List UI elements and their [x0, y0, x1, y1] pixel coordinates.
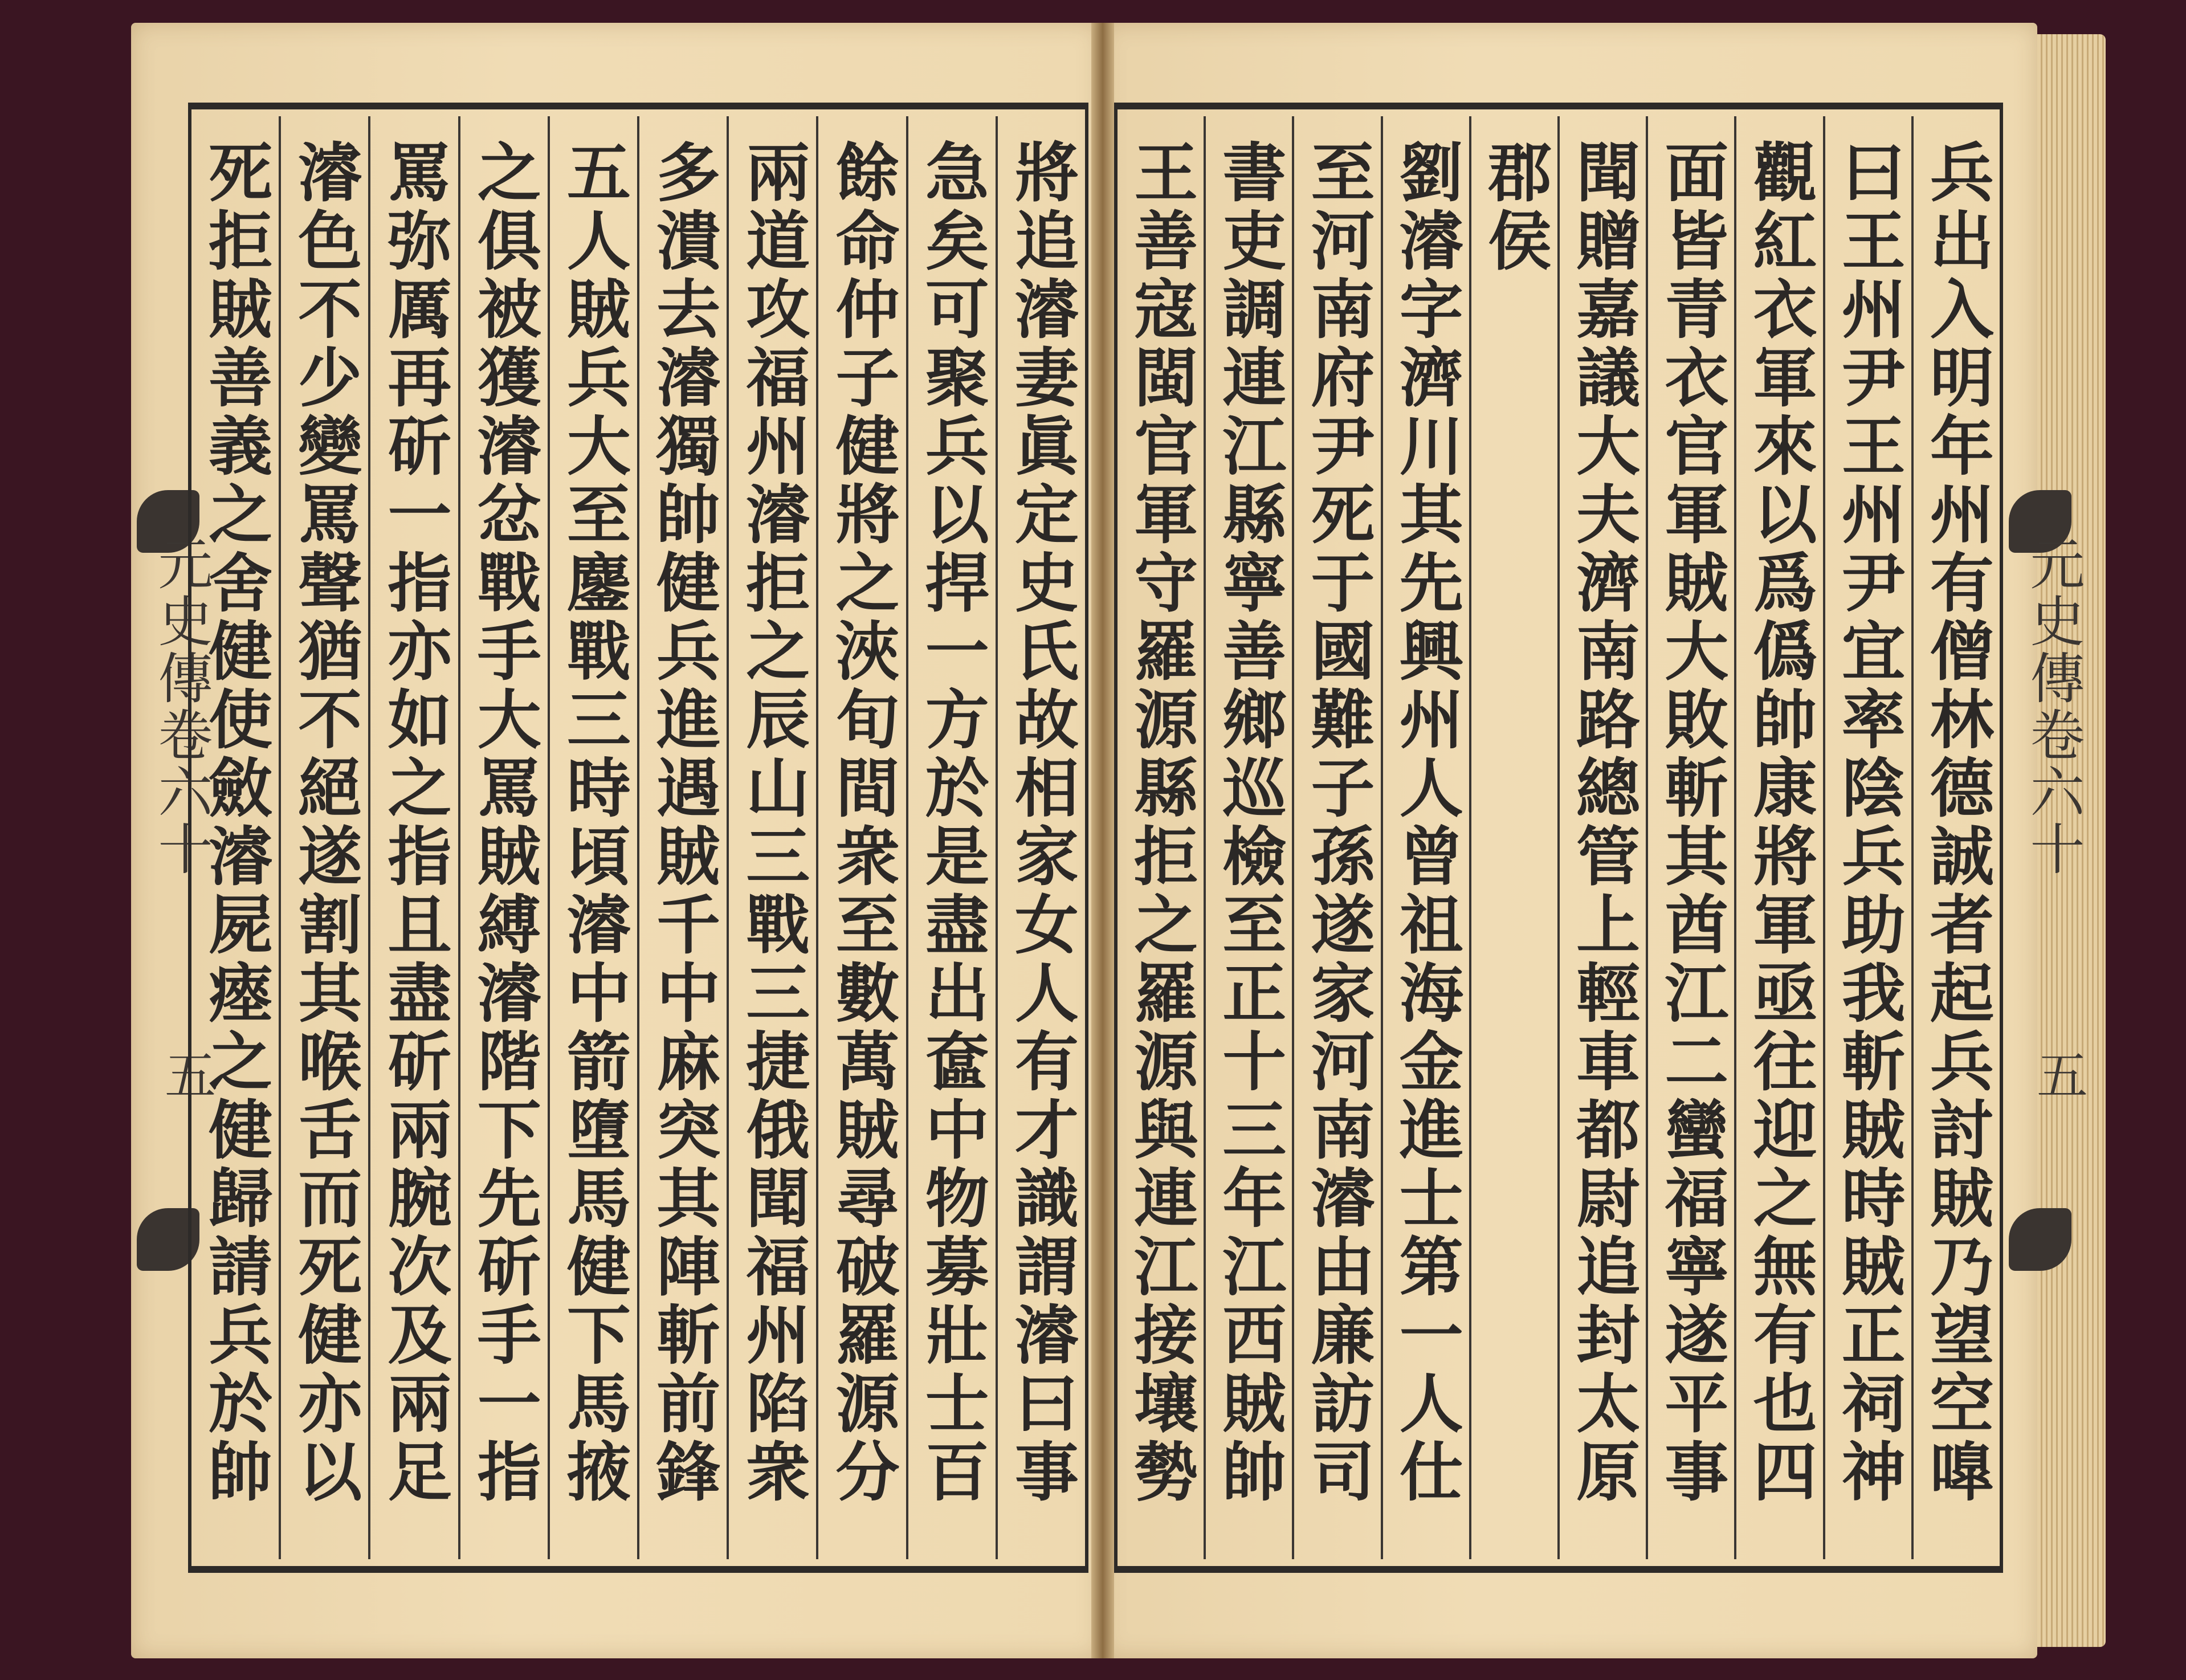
left-column-10: 死拒賊善義之舍健使斂濬屍瘞之健歸請兵於帥 — [198, 139, 273, 1507]
right-text-frame — [1114, 103, 2003, 1573]
right-column-2: 曰王州尹王州尹宜率陰兵助我斬賊時賊正祠神 — [1823, 116, 1911, 1559]
left-column-7: 之俱被獲濬忿戰手大罵賊縛濬階下先斫手一指 — [458, 116, 548, 1559]
right-column-5: 聞贈嘉議大夫濟南路總管上輕車都尉追封太原 — [1557, 116, 1646, 1559]
right-page-margin — [2003, 103, 2087, 1573]
right-column-6: 郡侯 — [1469, 116, 1557, 1559]
right-column-8: 至河南府尹死于國難子孫遂家河南濬由廉訪司 — [1292, 116, 1380, 1559]
left-column-2: 急矣可聚兵以捍一方於是盡出奩中物募壯士百 — [906, 116, 996, 1559]
right-page-number: 五 — [2028, 1049, 2087, 1100]
left-column-6: 五人賊兵大至鏖戰三時頃濬中箭墮馬健下馬掖 — [548, 116, 637, 1559]
right-column-4: 面皆青衣官軍賊大敗斬其酋江二蠻福寧遂平事 — [1646, 116, 1734, 1559]
right-column-3: 觀紅衣軍來以爲僞帥康將軍亟往迎之無有也四 — [1734, 116, 1822, 1559]
left-margin-title: 元史傳卷六十 — [149, 536, 213, 878]
fish-tail-ornament-bottom-right — [2009, 1208, 2071, 1271]
right-margin-title: 元史傳卷六十 — [2021, 536, 2085, 878]
left-column-8: 罵弥厲再斫一指亦如之指且盡斫兩腕次及兩足 — [368, 116, 458, 1559]
right-column-10: 王善寇閩官軍守羅源縣拒之羅源與連江接壤勢 — [1123, 139, 1198, 1507]
book-gutter — [1091, 23, 1114, 1658]
left-page-number: 五 — [156, 1049, 215, 1100]
left-column-1: 將追濬妻眞定史氏故相家女人有才識謂濬曰事 — [996, 116, 1085, 1559]
right-column-9: 書吏調連江縣寧善鄉巡檢至正十三年江西賊帥 — [1204, 116, 1292, 1559]
left-text-frame — [188, 103, 1088, 1573]
right-column-1: 兵出入明年州有僧林德誠者起兵討賊乃望空嘷 — [1911, 116, 2000, 1559]
left-column-5: 多潰去濬獨帥健兵進遇賊千中麻突其陣斬前鋒 — [637, 116, 727, 1559]
left-column-3: 餘命仲子健將之浹旬間衆至數萬賊尋破羅源分 — [816, 116, 906, 1559]
right-column-7: 劉濬字濟川其先興州人曾祖海金進士第一人仕 — [1381, 116, 1469, 1559]
left-column-9: 濬色不少變罵聲猶不絕遂割其喉舌而死健亦以 — [279, 116, 368, 1559]
left-text-columns — [191, 116, 1085, 1559]
right-text-columns — [1118, 116, 2000, 1559]
left-column-4: 兩道攻福州濬拒之辰山三戰三捷俄聞福州陷衆 — [727, 116, 816, 1559]
